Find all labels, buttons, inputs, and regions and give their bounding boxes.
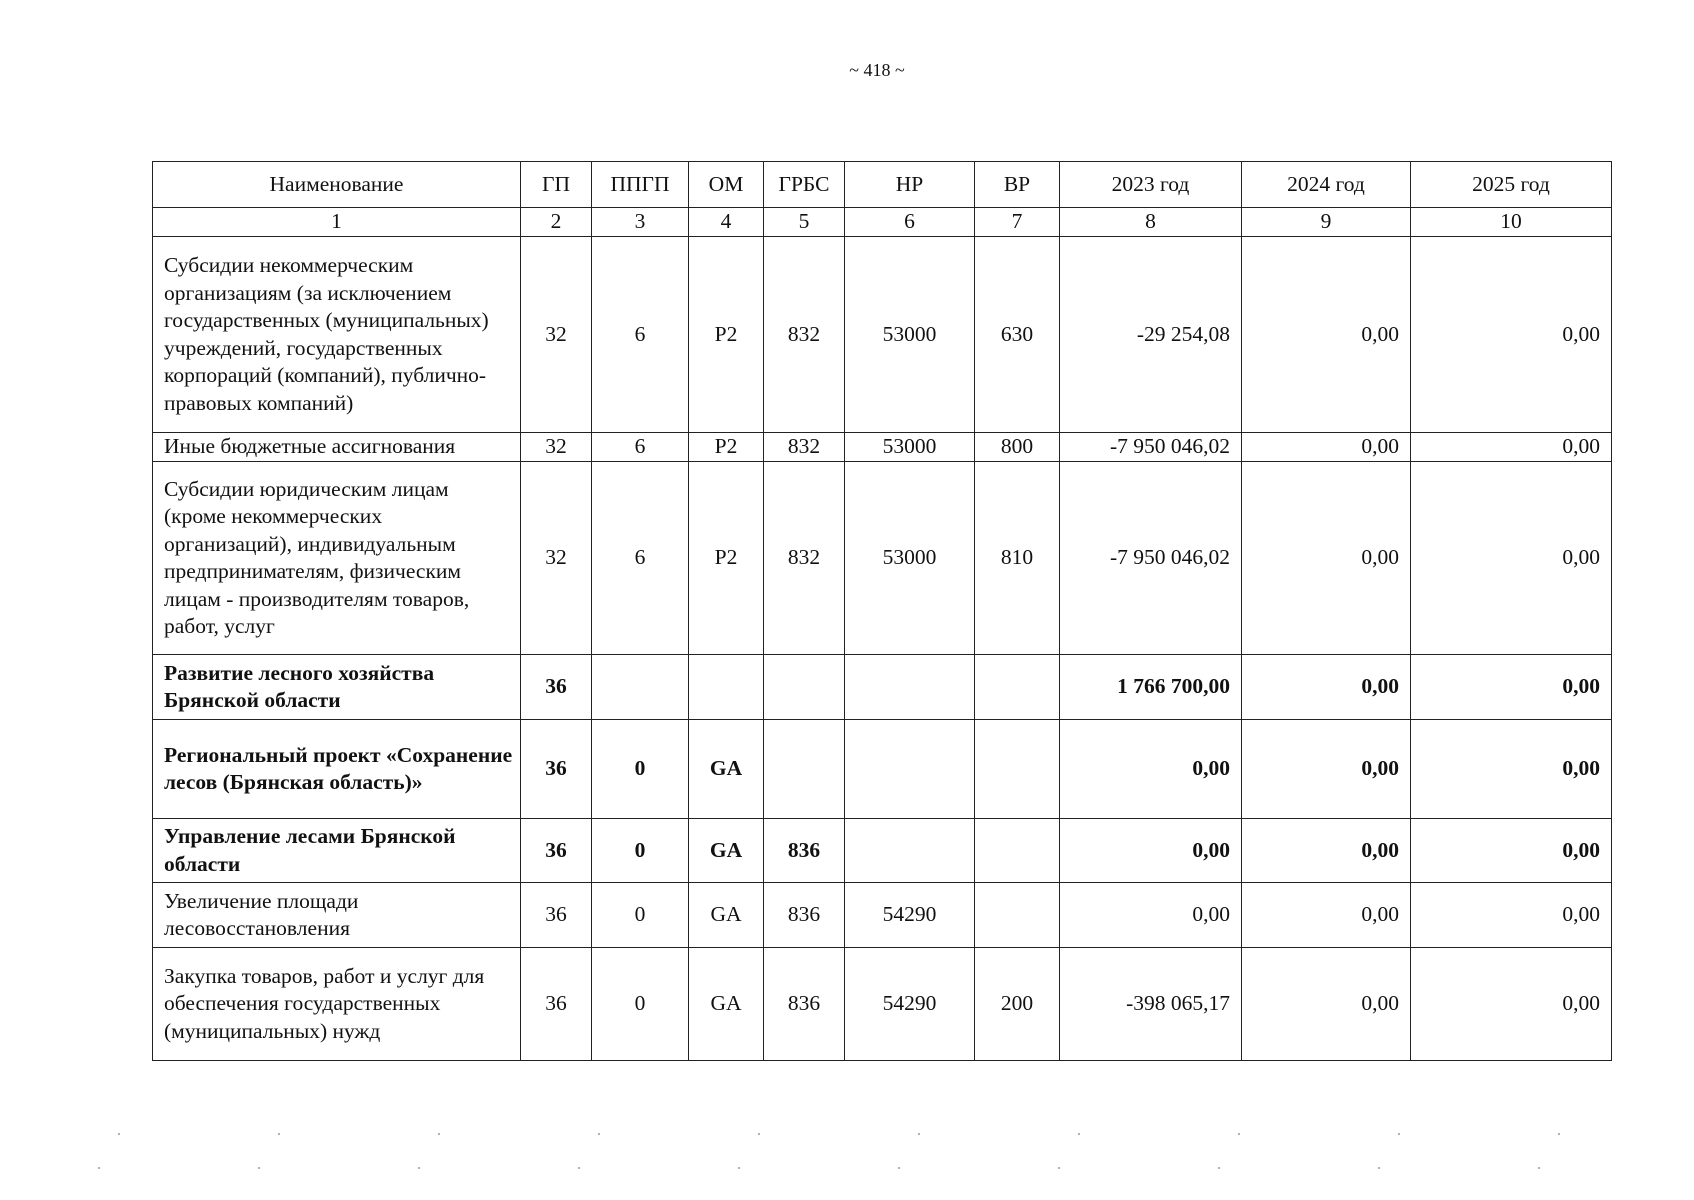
column-number: 3 bbox=[592, 208, 689, 237]
row-amount-2025: 0,00 bbox=[1411, 720, 1612, 819]
row-amount-2024: 0,00 bbox=[1242, 462, 1411, 655]
row-name: Закупка товаров, работ и услуг для обеспечения государственных (муниципальных) нужд bbox=[153, 948, 521, 1061]
row-amount-2025: 0,00 bbox=[1411, 462, 1612, 655]
row-om: Р2 bbox=[689, 462, 764, 655]
row-om bbox=[689, 655, 764, 720]
column-number: 9 bbox=[1242, 208, 1411, 237]
row-vr bbox=[975, 883, 1060, 948]
row-amount-2024: 0,00 bbox=[1242, 819, 1411, 883]
row-name: Субсидии юридическим лицам (кроме некоммерческих организаций), индивидуальным предпринимателям, физическим лицам - производителям товаров, работ, услуг bbox=[153, 462, 521, 655]
row-amount-2025: 0,00 bbox=[1411, 819, 1612, 883]
row-ppgp: 6 bbox=[592, 237, 689, 433]
scan-speck bbox=[98, 1167, 100, 1169]
row-ppgp: 0 bbox=[592, 948, 689, 1061]
row-grbs: 832 bbox=[764, 462, 845, 655]
row-amount-2025: 0,00 bbox=[1411, 883, 1612, 948]
row-grbs: 836 bbox=[764, 948, 845, 1061]
column-number: 4 bbox=[689, 208, 764, 237]
header-cell-gp: ГП bbox=[521, 162, 592, 208]
header-cell-grbs: ГРБС bbox=[764, 162, 845, 208]
row-amount-2023: 0,00 bbox=[1060, 883, 1242, 948]
row-vr bbox=[975, 819, 1060, 883]
row-vr: 810 bbox=[975, 462, 1060, 655]
row-amount-2023: -7 950 046,02 bbox=[1060, 433, 1242, 462]
row-amount-2024: 0,00 bbox=[1242, 720, 1411, 819]
row-grbs bbox=[764, 720, 845, 819]
table-row bbox=[153, 462, 1612, 655]
row-nr: 54290 bbox=[845, 883, 975, 948]
row-amount-2025: 0,00 bbox=[1411, 655, 1612, 720]
column-number: 10 bbox=[1411, 208, 1612, 237]
table-row bbox=[153, 720, 1612, 819]
row-name: Субсидии некоммерческим организациям (за исключением государственных (муниципальных) учреждений, государственных корпораций (компаний), публично-правовых компаний) bbox=[153, 237, 521, 433]
row-om: Р2 bbox=[689, 433, 764, 462]
row-gp: 36 bbox=[521, 720, 592, 819]
row-name: Региональный проект «Сохранение лесов (Брянская область)» bbox=[153, 720, 521, 819]
scan-speck bbox=[1058, 1167, 1060, 1169]
row-ppgp: 6 bbox=[592, 462, 689, 655]
row-ppgp: 0 bbox=[592, 720, 689, 819]
row-ppgp bbox=[592, 655, 689, 720]
row-nr: 53000 bbox=[845, 237, 975, 433]
row-gp: 32 bbox=[521, 462, 592, 655]
row-amount-2023: -398 065,17 bbox=[1060, 948, 1242, 1061]
row-grbs: 832 bbox=[764, 237, 845, 433]
row-amount-2025: 0,00 bbox=[1411, 433, 1612, 462]
row-amount-2024: 0,00 bbox=[1242, 948, 1411, 1061]
column-number-row bbox=[153, 208, 1612, 237]
row-amount-2023: 1 766 700,00 bbox=[1060, 655, 1242, 720]
row-nr: 53000 bbox=[845, 433, 975, 462]
row-nr bbox=[845, 655, 975, 720]
row-grbs bbox=[764, 655, 845, 720]
table-row bbox=[153, 433, 1612, 462]
header-cell-ppgp: ППГП bbox=[592, 162, 689, 208]
scan-speck bbox=[118, 1133, 120, 1135]
budget-table bbox=[152, 161, 1612, 1061]
row-grbs: 836 bbox=[764, 819, 845, 883]
row-name: Развитие лесного хозяйства Брянской области bbox=[153, 655, 521, 720]
table-row bbox=[153, 948, 1612, 1061]
row-amount-2023: -7 950 046,02 bbox=[1060, 462, 1242, 655]
column-number: 7 bbox=[975, 208, 1060, 237]
scan-speck bbox=[438, 1133, 440, 1135]
row-amount-2023: 0,00 bbox=[1060, 720, 1242, 819]
row-om: GA bbox=[689, 883, 764, 948]
row-ppgp: 0 bbox=[592, 883, 689, 948]
scan-speck bbox=[918, 1133, 920, 1135]
row-name: Иные бюджетные ассигнования bbox=[153, 433, 521, 462]
row-amount-2024: 0,00 bbox=[1242, 883, 1411, 948]
header-cell-vr: ВР bbox=[975, 162, 1060, 208]
row-gp: 32 bbox=[521, 433, 592, 462]
scan-speck bbox=[258, 1167, 260, 1169]
scan-speck bbox=[898, 1167, 900, 1169]
row-ppgp: 0 bbox=[592, 819, 689, 883]
table-row bbox=[153, 655, 1612, 720]
scan-speck bbox=[758, 1133, 760, 1135]
row-amount-2025: 0,00 bbox=[1411, 948, 1612, 1061]
scan-speck bbox=[418, 1167, 420, 1169]
row-amount-2024: 0,00 bbox=[1242, 237, 1411, 433]
table-row bbox=[153, 237, 1612, 433]
row-ppgp: 6 bbox=[592, 433, 689, 462]
scan-speck bbox=[598, 1133, 600, 1135]
header-cell-nr: НР bbox=[845, 162, 975, 208]
row-nr bbox=[845, 819, 975, 883]
header-cell-2024: 2024 год bbox=[1242, 162, 1411, 208]
column-number: 5 bbox=[764, 208, 845, 237]
row-vr bbox=[975, 720, 1060, 819]
row-amount-2023: 0,00 bbox=[1060, 819, 1242, 883]
table-row bbox=[153, 883, 1612, 948]
header-cell-2025: 2025 год bbox=[1411, 162, 1612, 208]
row-amount-2024: 0,00 bbox=[1242, 433, 1411, 462]
row-name: Управление лесами Брянской области bbox=[153, 819, 521, 883]
row-vr bbox=[975, 655, 1060, 720]
row-vr: 630 bbox=[975, 237, 1060, 433]
scan-speck bbox=[1218, 1167, 1220, 1169]
scan-speck bbox=[1558, 1133, 1560, 1135]
row-nr: 53000 bbox=[845, 462, 975, 655]
table-row bbox=[153, 819, 1612, 883]
scan-speck bbox=[278, 1133, 280, 1135]
row-amount-2023: -29 254,08 bbox=[1060, 237, 1242, 433]
row-om: Р2 bbox=[689, 237, 764, 433]
row-gp: 36 bbox=[521, 655, 592, 720]
row-gp: 36 bbox=[521, 948, 592, 1061]
header-cell-om: ОМ bbox=[689, 162, 764, 208]
scan-speck bbox=[578, 1167, 580, 1169]
row-grbs: 836 bbox=[764, 883, 845, 948]
page-number: ~ 418 ~ bbox=[849, 60, 905, 80]
table-header-row bbox=[153, 162, 1612, 208]
column-number: 1 bbox=[153, 208, 521, 237]
column-number: 8 bbox=[1060, 208, 1242, 237]
scan-speck bbox=[738, 1167, 740, 1169]
row-grbs: 832 bbox=[764, 433, 845, 462]
row-vr: 200 bbox=[975, 948, 1060, 1061]
column-number: 6 bbox=[845, 208, 975, 237]
column-number: 2 bbox=[521, 208, 592, 237]
row-om: GA bbox=[689, 948, 764, 1061]
row-gp: 32 bbox=[521, 237, 592, 433]
row-om: GA bbox=[689, 819, 764, 883]
scan-speck bbox=[1078, 1133, 1080, 1135]
row-nr: 54290 bbox=[845, 948, 975, 1061]
scan-speck bbox=[1538, 1167, 1540, 1169]
row-nr bbox=[845, 720, 975, 819]
scan-speck bbox=[1398, 1133, 1400, 1135]
row-gp: 36 bbox=[521, 819, 592, 883]
row-om: GA bbox=[689, 720, 764, 819]
row-amount-2024: 0,00 bbox=[1242, 655, 1411, 720]
header-cell-2023: 2023 год bbox=[1060, 162, 1242, 208]
scan-speck bbox=[1238, 1133, 1240, 1135]
scan-speck bbox=[1378, 1167, 1380, 1169]
row-vr: 800 bbox=[975, 433, 1060, 462]
row-name: Увеличение площади лесовосстановления bbox=[153, 883, 521, 948]
row-amount-2025: 0,00 bbox=[1411, 237, 1612, 433]
row-gp: 36 bbox=[521, 883, 592, 948]
header-cell-name: Наименование bbox=[153, 162, 521, 208]
